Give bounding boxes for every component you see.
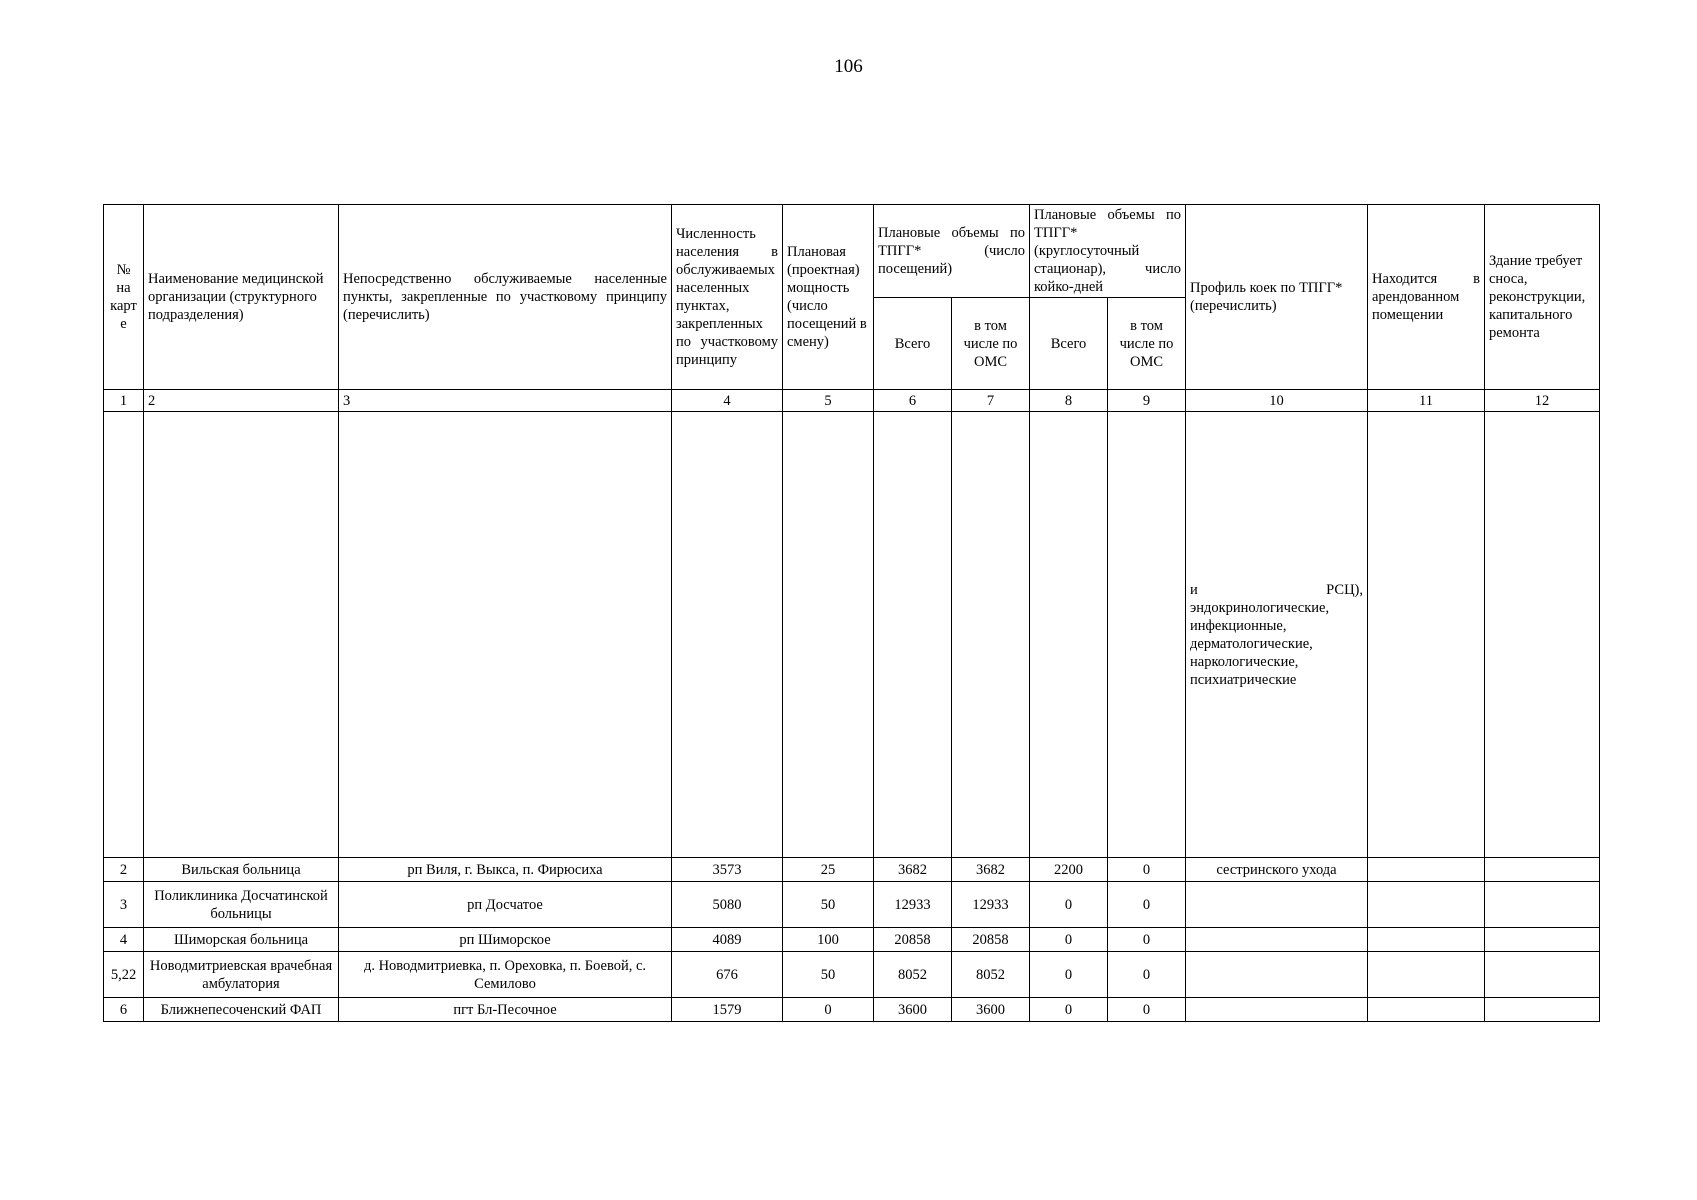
colnum-2: 2 bbox=[144, 390, 339, 412]
cell-org-name: Шиморская больница bbox=[144, 928, 339, 952]
page-number: 106 bbox=[834, 56, 863, 77]
profile-line: эндокринологические, bbox=[1190, 599, 1330, 616]
cell-visits-oms: 12933 bbox=[952, 882, 1030, 928]
cell-visits-total: 3600 bbox=[874, 998, 952, 1022]
header-visits-total: Всего bbox=[874, 298, 952, 390]
cell-map-number: 2 bbox=[104, 858, 144, 882]
header-visits-oms: в том числе по ОМС bbox=[952, 298, 1030, 390]
cell-repair bbox=[1485, 952, 1600, 998]
cell-rented bbox=[1368, 882, 1485, 928]
cell-settlements: рп Шиморское bbox=[339, 928, 672, 952]
colnum-4: 4 bbox=[672, 390, 783, 412]
cell-org-name: Ближнепесоченский ФАП bbox=[144, 998, 339, 1022]
colnum-7: 7 bbox=[952, 390, 1030, 412]
profile-line: дерматологические, bbox=[1190, 635, 1313, 652]
cell-capacity: 100 bbox=[783, 928, 874, 952]
cell-repair bbox=[1485, 882, 1600, 928]
cell-beds-oms: 0 bbox=[1108, 952, 1186, 998]
cell-visits-total: 20858 bbox=[874, 928, 952, 952]
colnum-12: 12 bbox=[1485, 390, 1600, 412]
cell-bed-profile bbox=[1186, 998, 1368, 1022]
column-numbers-row bbox=[104, 390, 1600, 412]
profile-line: психиатрические bbox=[1190, 671, 1297, 688]
bed-profile-continuation bbox=[1186, 412, 1368, 858]
cell-capacity: 50 bbox=[783, 882, 874, 928]
cell-beds-total: 0 bbox=[1030, 998, 1108, 1022]
cell-repair bbox=[1485, 928, 1600, 952]
cell-beds-total: 0 bbox=[1030, 928, 1108, 952]
cell-beds-oms: 0 bbox=[1108, 928, 1186, 952]
cell-beds-oms: 0 bbox=[1108, 882, 1186, 928]
cell-rented bbox=[1368, 858, 1485, 882]
cell-beds-total: 0 bbox=[1030, 882, 1108, 928]
cell-capacity: 50 bbox=[783, 952, 874, 998]
header-repair: Здание требует сноса, реконструкции, капитального ремонта bbox=[1485, 205, 1600, 390]
cell-settlements: рп Досчатое bbox=[339, 882, 672, 928]
cell-bed-profile bbox=[1186, 952, 1368, 998]
cell-population: 3573 bbox=[672, 858, 783, 882]
cell-map-number: 5,22 bbox=[104, 952, 144, 998]
cell-visits-oms: 20858 bbox=[952, 928, 1030, 952]
table-row bbox=[104, 928, 1600, 952]
cell-org-name: Поликлиника Досчатинской больницы bbox=[144, 882, 339, 928]
cell-visits-total: 3682 bbox=[874, 858, 952, 882]
cell-rented bbox=[1368, 952, 1485, 998]
cell-population: 5080 bbox=[672, 882, 783, 928]
profile-first-line: и РСЦ), bbox=[1190, 581, 1363, 598]
cell-beds-total: 0 bbox=[1030, 952, 1108, 998]
table-row bbox=[104, 858, 1600, 882]
cell-settlements: пгт Бл-Песочное bbox=[339, 998, 672, 1022]
header-beds-total: Всего bbox=[1030, 298, 1108, 390]
colnum-1: 1 bbox=[104, 390, 144, 412]
cell-beds-total: 2200 bbox=[1030, 858, 1108, 882]
cell-capacity: 25 bbox=[783, 858, 874, 882]
colnum-11: 11 bbox=[1368, 390, 1485, 412]
cell-map-number: 3 bbox=[104, 882, 144, 928]
cell-org-name: Вильская больница bbox=[144, 858, 339, 882]
cell-visits-oms: 3600 bbox=[952, 998, 1030, 1022]
colnum-9: 9 bbox=[1108, 390, 1186, 412]
header-group-bed-days: Плановые объемы по ТПГГ* (круглосуточный стационар), число койко-дней bbox=[1030, 205, 1186, 298]
cell-repair bbox=[1485, 858, 1600, 882]
cell-visits-total: 8052 bbox=[874, 952, 952, 998]
header-capacity: Плановая (проектная) мощность (число посещений в смену) bbox=[783, 205, 874, 390]
colnum-5: 5 bbox=[783, 390, 874, 412]
cell-capacity: 0 bbox=[783, 998, 874, 1022]
colnum-8: 8 bbox=[1030, 390, 1108, 412]
profile-line: наркологические, bbox=[1190, 653, 1299, 670]
profile-line: инфекционные, bbox=[1190, 617, 1287, 634]
cell-bed-profile: сестринского ухода bbox=[1186, 858, 1368, 882]
cell-visits-total: 12933 bbox=[874, 882, 952, 928]
cell-population: 4089 bbox=[672, 928, 783, 952]
cell-bed-profile bbox=[1186, 882, 1368, 928]
cell-map-number: 4 bbox=[104, 928, 144, 952]
cell-bed-profile bbox=[1186, 928, 1368, 952]
cell-beds-oms: 0 bbox=[1108, 998, 1186, 1022]
header-bed-profile: Профиль коек по ТПГГ* (перечислить) bbox=[1186, 205, 1368, 390]
header-rented: Находится в арендованном помещении bbox=[1368, 205, 1485, 390]
colnum-10: 10 bbox=[1186, 390, 1368, 412]
cell-map-number: 6 bbox=[104, 998, 144, 1022]
cell-org-name: Новодмитриевская врачебная амбулатория bbox=[144, 952, 339, 998]
header-map-number: № на карте bbox=[104, 205, 144, 390]
cell-population: 1579 bbox=[672, 998, 783, 1022]
cell-rented bbox=[1368, 928, 1485, 952]
cell-repair bbox=[1485, 998, 1600, 1022]
cell-rented bbox=[1368, 998, 1485, 1022]
header-row bbox=[104, 205, 1600, 298]
cell-settlements: рп Виля, г. Выкса, п. Фирюсиха bbox=[339, 858, 672, 882]
header-settlements: Непосредственно обслуживаемые населенные пункты, закрепленные по участковому принципу (перечислить) bbox=[339, 205, 672, 390]
cell-population: 676 bbox=[672, 952, 783, 998]
cell-visits-oms: 8052 bbox=[952, 952, 1030, 998]
cell-visits-oms: 3682 bbox=[952, 858, 1030, 882]
medical-organizations-table bbox=[103, 204, 1600, 1022]
header-beds-oms: в том числе по ОМС bbox=[1108, 298, 1186, 390]
table-row bbox=[104, 882, 1600, 928]
colnum-6: 6 bbox=[874, 390, 952, 412]
continuation-row bbox=[104, 412, 1600, 858]
header-population: Численность населения в обслуживаемых населенных пунктах, закрепленных по участковому принципу bbox=[672, 205, 783, 390]
table-row bbox=[104, 998, 1600, 1022]
table-row bbox=[104, 952, 1600, 998]
colnum-3: 3 bbox=[339, 390, 672, 412]
cell-beds-oms: 0 bbox=[1108, 858, 1186, 882]
header-group-visits: Плановые объемы по ТПГГ* (число посещений) bbox=[874, 205, 1030, 298]
header-org-name: Наименование медицинской организации (структурного подразделения) bbox=[144, 205, 339, 390]
cell-settlements: д. Новодмитриевка, п. Ореховка, п. Боевой, с. Семилово bbox=[339, 952, 672, 998]
